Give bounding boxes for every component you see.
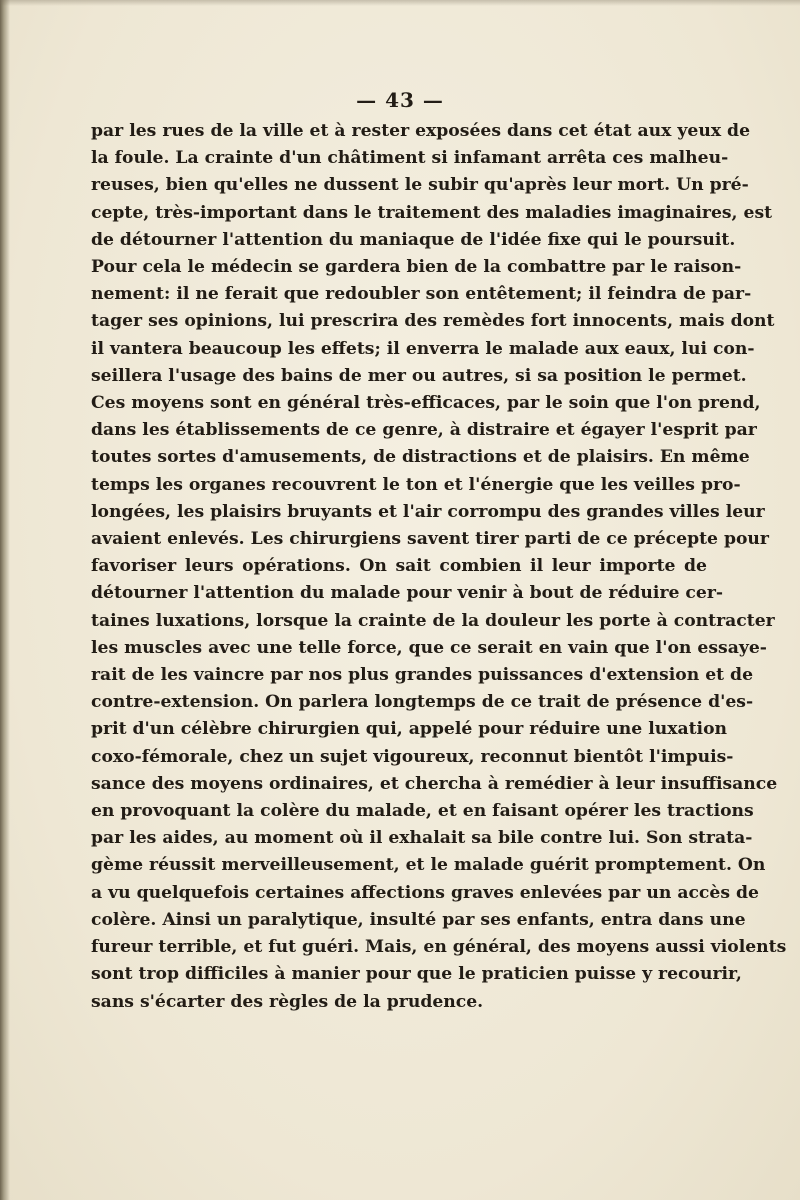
text-line: cepte, très-important dans le traitement des maladies imaginaires, est — [91, 202, 773, 223]
page-number: — 43 — — [356, 88, 444, 112]
text-line: Pour cela le médecin se gardera bien de la combattre par le raison- — [91, 257, 742, 278]
body-paragraph — [91, 118, 787, 1016]
text-line: sans s'écarter des règles de la prudence. — [91, 991, 484, 1012]
text-line: toutes sortes d'amusements, de distractions et de plaisirs. En même — [91, 447, 750, 468]
text-line: par les rues de la ville et à rester exposées dans cet état aux yeux de — [91, 121, 751, 141]
text-line: reuses, bien qu'elles ne dussent le subir qu'après leur mort. Un pré- — [91, 175, 749, 196]
text-line: tager ses opinions, lui prescrira des remèdes fort innocents, mais dont — [91, 311, 775, 332]
text-line: taines luxations, lorsque la crainte de la douleur les porte à contracter — [91, 610, 775, 631]
text-line: fureur terrible, et fut guéri. Mais, en général, des moyens aussi violents — [91, 937, 787, 958]
page-top-edge — [0, 0, 800, 6]
text-line: par les aides, au moment où il exhalait sa bile contre lui. Son strata- — [91, 828, 753, 849]
text-line: en provoquant la colère du malade, et en faisant opérer les tractions — [91, 801, 754, 822]
text-line: il vantera beaucoup les effets; il enverra le malade aux eaux, lui con- — [91, 338, 755, 359]
text-line: favoriser leurs opérations. On sait combien il leur importe de — [91, 556, 707, 577]
text-line: a vu quelquefois certaines affections graves enlevées par un accès de — [91, 882, 759, 903]
text-line: Ces moyens sont en général très-efficaces, par le soin que l'on prend, — [91, 393, 761, 414]
text-line: longées, les plaisirs bruyants et l'air corrompu des grandes villes leur — [91, 501, 765, 522]
text-line: gème réussit merveilleusement, et le malade guérit promptement. On — [91, 855, 766, 876]
text-line: rait de les vaincre par nos plus grandes puissances d'extension et de — [91, 665, 754, 686]
text-line: seillera l'usage des bains de mer ou autres, si sa position le permet. — [91, 365, 747, 386]
text-line: prit d'un célèbre chirurgien qui, appelé pour réduire une luxation — [91, 719, 728, 740]
text-line: colère. Ainsi un paralytique, insulté par ses enfants, entra dans une — [91, 909, 746, 930]
text-line: la foule. La crainte d'un châtiment si infamant arrêta ces malheu- — [91, 148, 729, 169]
text-line: de détourner l'attention du maniaque de l'idée fixe qui le poursuit. — [91, 229, 736, 250]
text-line: contre-extension. On parlera longtemps de ce trait de présence d'es- — [91, 692, 754, 713]
text-line: nement: il ne ferait que redoubler son entêtement; il feindra de par- — [91, 284, 752, 305]
text-line: dans les établissements de ce genre, à distraire et égayer l'esprit par — [91, 420, 757, 441]
text-line: sont trop difficiles à manier pour que le praticien puisse y recourir, — [91, 964, 742, 985]
text-line: coxo-fémorale, chez un sujet vigoureux, reconnut bientôt l'impuis- — [91, 746, 734, 767]
text-line: détourner l'attention du malade pour venir à bout de réduire cer- — [91, 583, 724, 604]
text-line: temps les organes recouvrent le ton et l'énergie que les veilles pro- — [91, 474, 741, 495]
text-line: sance des moyens ordinaires, et chercha à remédier à leur insuffisance — [91, 773, 778, 794]
page-binding-edge — [0, 0, 10, 1200]
text-line: avaient enlevés. Les chirurgiens savent tirer parti de ce précepte pour — [91, 529, 769, 550]
text-line: les muscles avec une telle force, que ce serait en vain que l'on essaye- — [91, 637, 767, 658]
